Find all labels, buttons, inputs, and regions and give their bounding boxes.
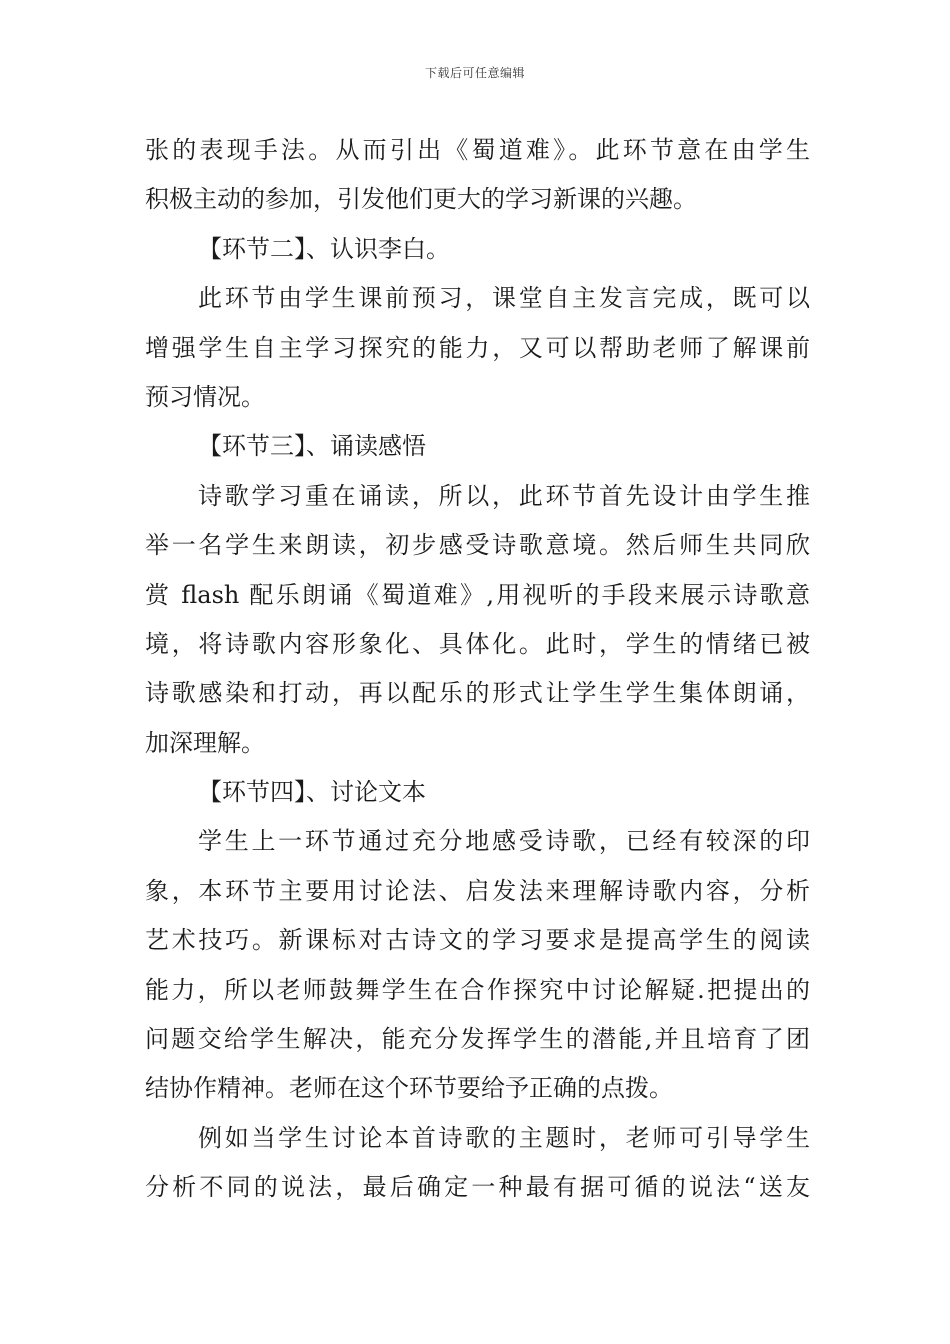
paragraph-line: 张的表现手法。从而引出《蜀道难》。此环节意在由学生 [145, 136, 810, 164]
paragraph-line: 诗歌感染和打动，再以配乐的形式让学生学生集体朗诵， [145, 679, 810, 708]
paragraph-line: 例如当学生讨论本首诗歌的主题时，老师可引导学生 [198, 1123, 810, 1152]
paragraph-line: 境，将诗歌内容形象化、具体化。此时，学生的情绪已被 [145, 629, 810, 658]
page-header: 下载后可任意编辑 [424, 66, 525, 80]
paragraph-line: 增强学生自主学习探究的能力，又可以帮助老师了解课前 [145, 333, 810, 362]
section-heading: 【环节二】、认识李白。 [198, 234, 450, 263]
section-heading: 【环节四】、讨论文本 [198, 778, 426, 807]
paragraph-line: 学生上一环节通过充分地感受诗歌，已经有较深的印 [198, 827, 810, 856]
document-body [145, 126, 810, 1213]
paragraph-line: 能力，所以老师鼓舞学生在合作探究中讨论解疑.把提出的 [145, 975, 810, 1004]
paragraph-line: 此环节由学生课前预习，课堂自主发言完成，既可以 [198, 284, 810, 313]
paragraph-line: 赏 flash 配乐朗诵《蜀道难》,用视听的手段来展示诗歌意 [145, 580, 810, 609]
paragraph-line: 问题交给学生解决，能充分发挥学生的潜能,并且培育了团 [145, 1025, 810, 1054]
paragraph-line: 举一名学生来朗读，初步感受诗歌意境。然后师生共同欣 [145, 531, 810, 560]
paragraph-line: 预习情况。 [145, 382, 265, 411]
paragraph-line: 加深理解。 [145, 728, 265, 757]
paragraph-line: 象，本环节主要用讨论法、启发法来理解诗歌内容，分析 [145, 876, 810, 905]
paragraph-line: 分析不同的说法，最后确定一种最有据可循的说法“送友 [145, 1173, 810, 1202]
paragraph-line: 结协作精神。老师在这个环节要给予正确的点拨。 [145, 1074, 673, 1103]
paragraph-line: 诗歌学习重在诵读，所以，此环节首先设计由学生推 [198, 481, 810, 510]
paragraph-line: 艺术技巧。新课标对古诗文的学习要求是提高学生的阅读 [145, 926, 810, 955]
paragraph-line: 积极主动的参加，引发他们更大的学习新课的兴趣。 [145, 185, 697, 214]
section-heading: 【环节三】、诵读感悟 [198, 432, 426, 461]
